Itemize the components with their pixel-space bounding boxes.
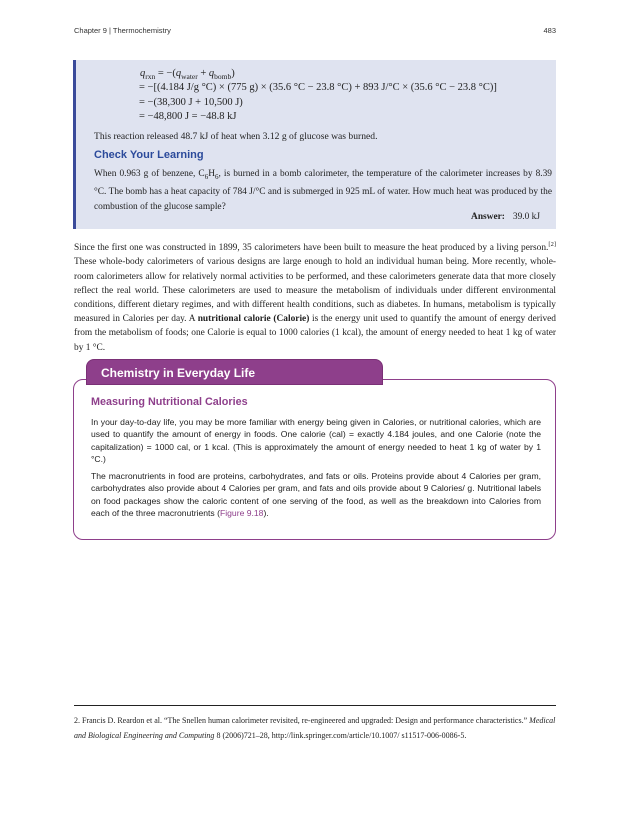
answer-label: Answer: xyxy=(471,212,505,222)
page-header xyxy=(74,26,556,35)
key-term: nutritional calorie (Calorie) xyxy=(197,314,310,325)
footnote-divider xyxy=(74,705,556,706)
example-solution-box xyxy=(73,60,556,229)
feature-tab-title: Chemistry in Everyday Life xyxy=(86,359,383,385)
page-number: 483 xyxy=(543,26,556,35)
footnote: 2. Francis D. Reardon et al. “The Snellen human calorimeter revisited, re-engineered and upgraded: Design and performance characteristics.” Medical and Biological Engineering and Computing 8 (2006)721–28, http://link.springer.com/article/10.1007/ s11517-006-0086-5. xyxy=(74,716,556,740)
answer xyxy=(471,212,540,222)
figure-link[interactable]: Figure 9.18 xyxy=(219,507,264,518)
equation-line-3: = −(38,300 J + 10,500 J) xyxy=(139,97,243,108)
equation-line-1: $q_{rxn} = -(q_{water} + q_{bomb})$ xyxy=(140,68,235,82)
result-statement: This reaction released 48.7 kJ of heat when 3.12 g of glucose was burned. xyxy=(94,131,378,142)
equation-line-4: = −48,800 J = −48.8 kJ xyxy=(139,111,237,122)
equation-line-2: = −[(4.184 J/g °C) × (775 g) × (35.6 °C − 23.8 °C) + 893 J/°C × (35.6 °C − 23.8 °C)] xyxy=(139,82,497,93)
feature-box xyxy=(73,379,556,540)
answer-value: 39.0 kJ xyxy=(512,212,540,222)
journal-title: Medical and Biological Engineering and Computing xyxy=(74,716,556,740)
check-your-learning-text: When 0.963 g of benzene, $C_6H_6$, is burned in a bomb calorimeter, the temperature of the calorimeter increases by 8.39 °C. The bomb has a heat capacity of 784 J/°C and is submerged in 925 mL of water. How much heat was produced by the combustion of the glucose sample? xyxy=(94,169,552,212)
feature-subtitle: Measuring Nutritional Calories xyxy=(91,396,248,408)
feature-paragraph-2: The macronutrients in food are proteins, carbohydrates, and fats or oils. Proteins provide about 4 Calories per gram, carbohydrates also provide about 4 Calories per gram, and fats and oils provide about 9 Calories/ g. Nutritional labels on food packages show the caloric content of one serving of the food, as well as the breakdown into Calories from each of the three macronutrients (Figure 9.18). xyxy=(91,471,541,518)
check-your-learning-title: Check Your Learning xyxy=(94,149,204,161)
footnote-ref[interactable]: [2] xyxy=(548,241,556,248)
feature-paragraph-1: In your day-to-day life, you may be more familiar with energy being given in Calories, or nutritional calories, which are used to quantify the amount of energy in foods. One calorie (cal) = exactly 4.184 joules, and one Calorie (note the capitalization) = 1000 cal, or 1 kcal. (This is approximately the amount of energy needed to heat 1 kg of water by 1 °C.) xyxy=(91,417,541,464)
body-paragraph: Since the first one was constructed in 1899, 35 calorimeters have been built to measure the heat produced by a living person.[2] These whole-body calorimeters of various designs are large enough to hold an individual human being. More recently, whole-room calorimeters allow for relatively normal activities to be performed, and these calorimeters generate data that more closely reflect the real world. These calorimeters are used to measure the metabolism of individuals under different environmental conditions, different dietary regimes, and with different health conditions, such as diabetes. In humans, metabolism is typically measured in Calories per day. A nutritional calorie (Calorie) is the energy unit used to quantify the amount of energy derived from the metabolism of foods; one Calorie is equal to 1000 calories (1 kcal), the amount of energy needed to heat 1 kg of water by 1 °C. xyxy=(74,241,556,353)
chapter-title: Chapter 9 | Thermochemistry xyxy=(74,26,171,35)
